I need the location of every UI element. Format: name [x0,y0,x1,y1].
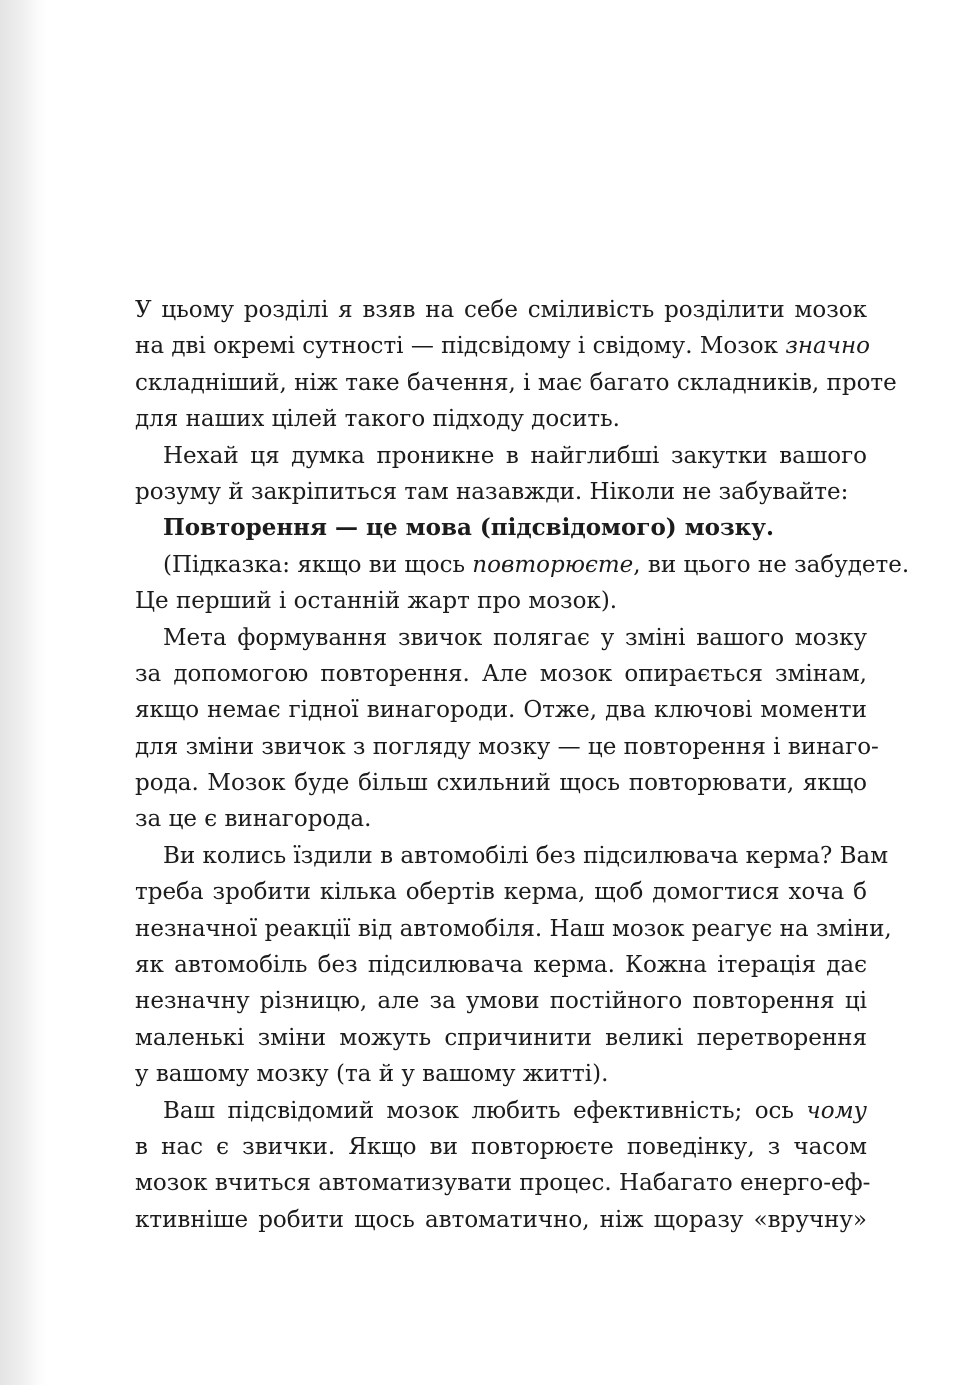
paragraph-3-highlight [135,510,867,546]
text-line: маленькі зміни можуть спричинити великі перетворення [135,1024,867,1051]
text-line: У цьому розділі я взяв на себе сміливість розділити мозок [135,297,867,323]
emphasis-text: повторюєте [472,551,634,578]
text-line: рода. Мозок буде більш схильний щось повторювати, якщо [135,770,867,797]
text-span: на дві окремі сутності — підсвідому і свідому. Мозок [135,333,786,360]
text-line: ктивніше робити щось автоматично, ніж щоразу «вручну» [135,1206,867,1233]
text-line: незначну різницю, але за умови постійного повторення ці [135,988,867,1015]
paragraph-2 [135,438,867,511]
text-span: Ваш підсвідомий мозок любить ефективність; ось [163,1097,807,1124]
paragraph-1 [135,292,897,438]
body-text [135,292,910,1238]
text-line [135,1093,867,1129]
paragraph-6 [135,838,892,1093]
text-line: Ви колись їздили в автомобілі без підсилювача керма? Вам [163,842,889,869]
paragraph-4 [135,547,910,620]
text-line: треба зробити кілька обертів керма, щоб домогтися хоча б [135,879,867,906]
page-edge-shadow [0,0,48,1385]
paragraph-5 [135,620,879,838]
emphasis-text: значно [785,333,871,360]
text-line: Мета формування звичок полягає у зміні вашого мозку [163,624,867,651]
key-statement: Повторення — це мова (підсвідомого) мозку. [163,514,775,542]
text-line: якщо немає гідної винагороди. Отже, два ключові моменти [135,697,867,724]
text-line: за це є винагорода. [135,806,372,833]
text-span: (Підказка: якщо ви щось [163,551,473,578]
text-line: в нас є звички. Якщо ви повторюєте поведінку, з часом [135,1133,867,1160]
text-line: незначної реакції від автомобіля. Наш мозок реагує на зміни, [135,915,892,942]
text-line: для наших цілей такого підходу досить. [135,406,620,433]
text-line: Це перший і останній жарт про мозок). [135,588,618,615]
emphasis-text: чому [806,1097,867,1124]
text-line: у вашому мозку (та й у вашому житті). [135,1061,609,1088]
text-span: , ви цього не забудете. [633,551,910,578]
text-line: мозок вчиться автоматизувати процес. Набагато енерго-еф- [135,1170,871,1197]
text-line [135,328,871,364]
text-line [135,547,910,583]
text-line: за допомогою повторення. Але мозок опирається змінам, [135,660,867,687]
text-line: складніший, ніж таке бачення, і має багато складників, проте [135,369,897,396]
text-line: як автомобіль без підсилювача керма. Кожна ітерація дає [135,952,867,979]
paragraph-7 [135,1093,871,1239]
text-line: для зміни звичок з погляду мозку — це повторення і винаго- [135,733,879,760]
text-line: Нехай ця думка проникне в найглибші закутки вашого [163,442,867,469]
text-line: розуму й закріпиться там назавжди. Ніколи не забувайте: [135,478,849,505]
